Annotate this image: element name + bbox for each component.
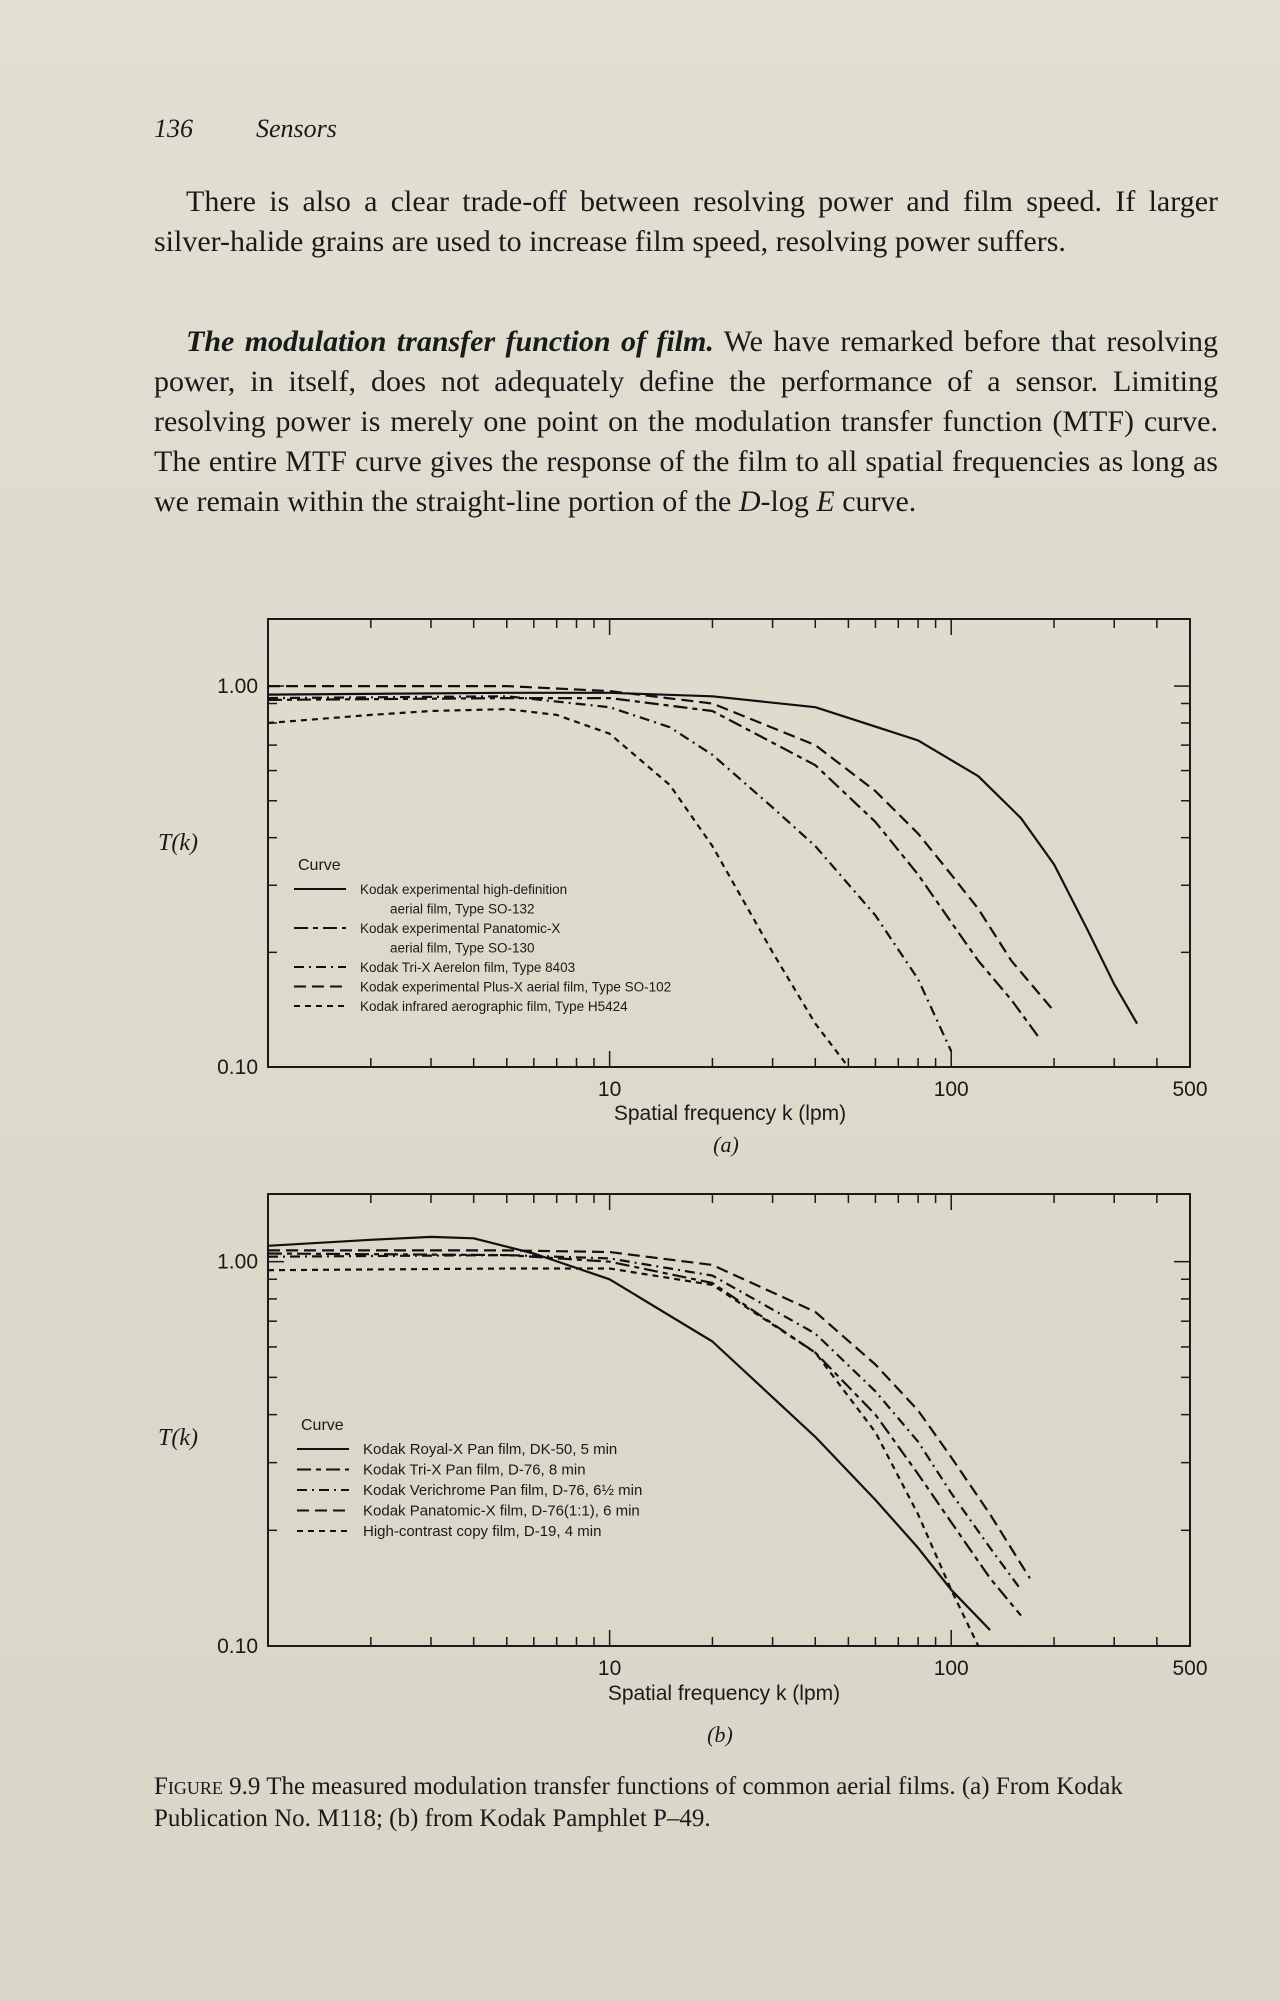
y-tick-label: 0.10	[217, 1635, 258, 1658]
chart-panel-b	[158, 1194, 1208, 1747]
series-line-2	[268, 1254, 1021, 1616]
y-tick-label: 1.00	[217, 675, 258, 699]
series-line-3	[268, 696, 951, 1051]
x-axis-label: Spatial frequency k (lpm)	[607, 1682, 841, 1705]
legend-label-2: Kodak experimental Panatomic-X	[360, 921, 561, 936]
page-number: 136	[154, 114, 193, 143]
y-axis-label: T(k)	[158, 1425, 198, 1451]
section-title: Sensors	[256, 114, 337, 143]
legend-label-4: Kodak experimental Plus-X aerial film, Type SO-102	[360, 979, 672, 995]
e-symbol: E	[816, 485, 835, 518]
legend-label-5: High-contrast copy film, D-19, 4 min	[363, 1523, 602, 1540]
legend-label-5: Kodak infrared aerographic film, Type H5424	[360, 999, 628, 1014]
y-tick-label: 0.10	[217, 1056, 258, 1079]
legend-label-1: Kodak Royal-X Pan film, DK-50, 5 min	[363, 1441, 618, 1458]
legend-label-4: Kodak Panatomic-X film, D-76(1:1), 6 min	[363, 1502, 640, 1520]
legend-title: Curve	[301, 1417, 344, 1434]
paragraph-2-heading: The modulation transfer function of film.	[186, 325, 714, 358]
chart-panel-a	[158, 619, 1208, 1157]
paragraph-2-text-b: -log	[760, 485, 817, 518]
legend-label-3: Kodak Tri-X Aerelon film, Type 8403	[360, 960, 576, 975]
x-tick-label: 10	[597, 1657, 622, 1680]
x-axis-label: Spatial frequency k (lpm)	[613, 1102, 847, 1125]
paragraph-1-text: There is also a clear trade-off between resolving power and film speed. If larger silver-halide grains are used to increase film speed, resolving power suffers.	[154, 185, 1218, 258]
series-line-1	[268, 1237, 990, 1630]
y-tick-label: 1.00	[217, 1250, 258, 1274]
legend-label-2: Kodak Tri-X Pan film, D-76, 8 min	[363, 1461, 586, 1479]
x-tick-label: 500	[1172, 1657, 1208, 1680]
x-tick-label: 100	[933, 1657, 969, 1680]
paragraph-2-text-c: curve.	[834, 485, 917, 518]
legend-label-3: Kodak Verichrome Pan film, D-76, 6½ min	[363, 1482, 643, 1499]
figure-caption	[154, 1771, 1218, 1835]
x-tick-label: 500	[1172, 1078, 1208, 1101]
legend-label-1: Kodak experimental high-definition	[360, 882, 568, 897]
d-symbol: D	[738, 485, 761, 518]
panel-label: (a)	[713, 1132, 739, 1157]
caption-text: The measured modulation transfer functions of common aerial films. (a) From Kodak Publication No. M118; (b) from Kodak Pamphlet P–49.	[154, 1773, 1123, 1832]
paragraph-2-text-a: We have remarked before that resolving power, in itself, does not adequately define the performance of a sensor. Limiting resolving power is merely one point on the modulation transfer function (MTF) curve. The entire MTF curve gives the response of the film to all spatial frequencies as long as we remain within the straight-line portion of the	[154, 325, 1218, 518]
x-tick-label: 100	[933, 1078, 969, 1101]
legend-label-2: aerial film, Type SO-130	[390, 940, 535, 956]
panel-label: (b)	[707, 1722, 733, 1747]
plot-frame	[268, 1194, 1190, 1646]
legend-title: Curve	[298, 857, 341, 874]
y-axis-label: T(k)	[158, 830, 198, 856]
x-tick-label: 10	[597, 1078, 622, 1101]
legend-label-1: aerial film, Type SO-132	[390, 901, 535, 917]
caption-label: Figure 9.9	[154, 1773, 261, 1800]
